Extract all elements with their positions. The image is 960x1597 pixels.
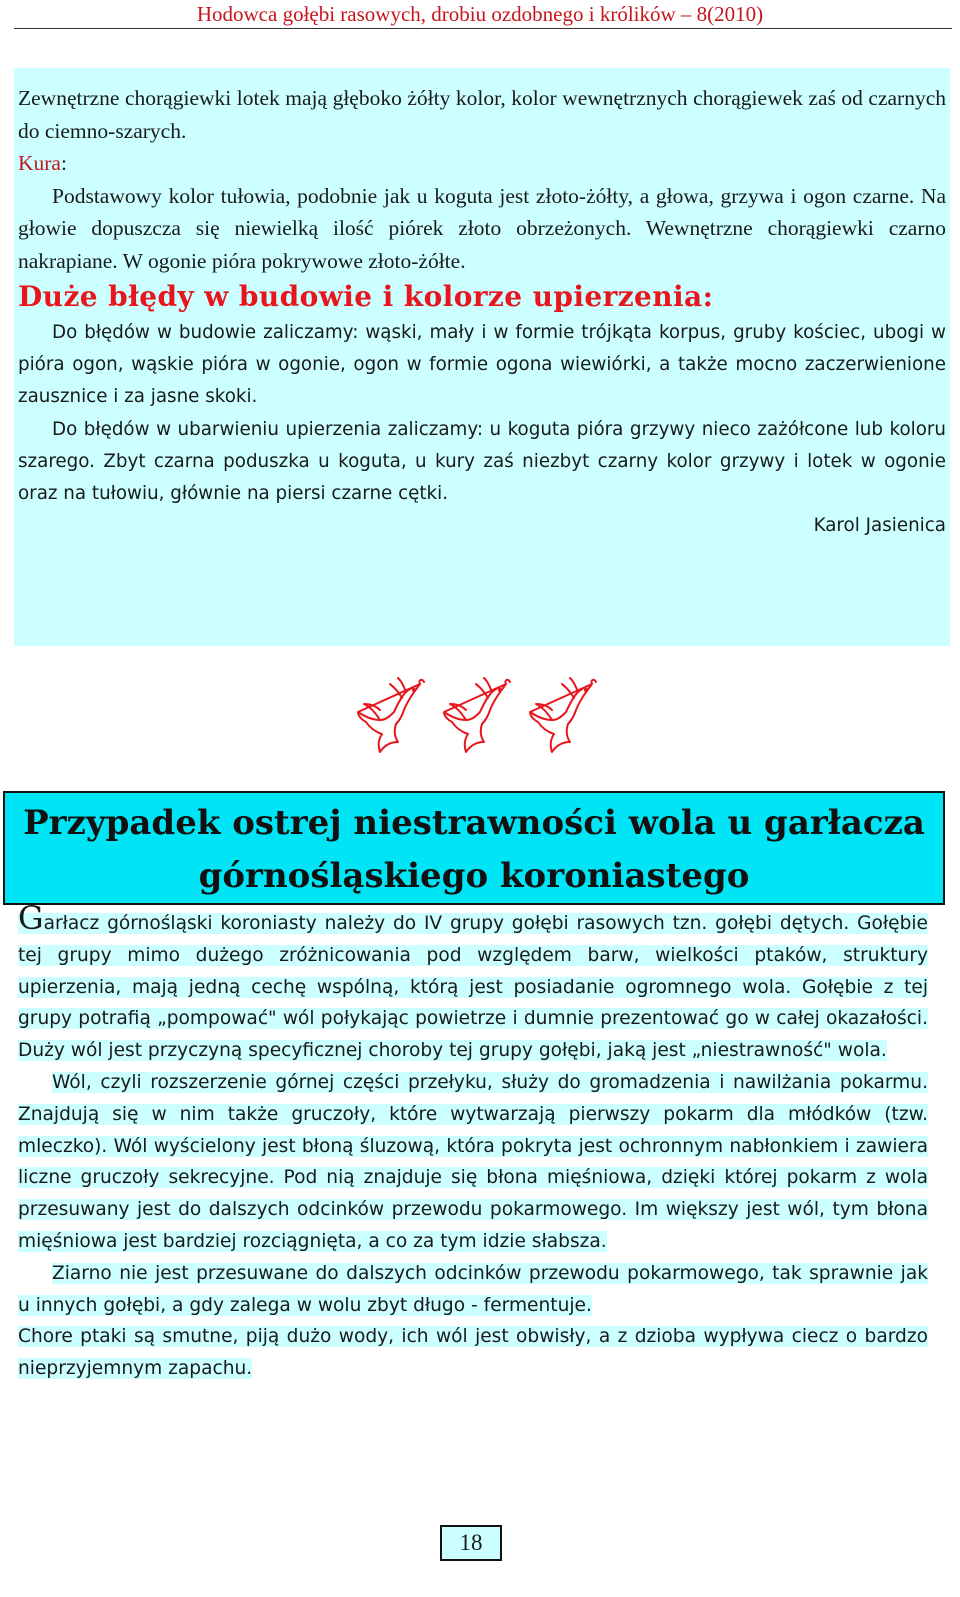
dove-icon [358,678,424,752]
article-title-line-2: górnośląskiego koroniastego [198,856,750,896]
intro-rest: arłacz górnośląski koroniasty należy do IV grupy gołębi rasowych tzn. gołębi dętych. Gołębie tej grupy mimo dużego zróżnicowania pod względem barw, wielkości ptaków, struktury upierzenia, mają jedną cechę wspólną, którą jest posiadanie ogromnego wola. Gołębie z tej grupy potrafią „pompować" wól połykając powietrze i dumnie prezentować go w całej okazałości. Duży wól jest przyczyną specyficznej choroby tej grupy gołębi, jaką jest „niestrawność" wola. [18,913,928,1062]
drop-cap: G [18,899,44,937]
symptoms-text: Chore ptaki są smutne, piją dużo wody, ich wól jest obwisły, a z dzioba wypływa ciecz o bardzo nieprzyjemnym zapachu. [18,1326,928,1380]
article-title-line-1: Przypadek ostrej niestrawności wola u garłacza [23,803,925,843]
paragraph-intro [18,899,928,1067]
running-title: Hodowca gołębi rasowych, drobiu ozdobnego i królików – 8(2010) [196,2,764,26]
faults-heading: Duże błędy w budowie i kolorze upierzenia: [18,280,714,313]
hen-label-line [18,147,946,180]
paragraph-fermentation [18,1258,928,1322]
faults-description [18,317,946,542]
article-body [18,899,928,1385]
crop-anatomy-text: Wól, czyli rozszerzenie górnej części przełyku, służy do gromadzenia i nawilżania pokarmu. Znajdują się w nim także gruczoły, które wytwarzają pierwszy pokarm dla młódków (tzw. mleczko). Wól wyścielony jest błoną śluzową, która pokryta jest ochronnym nabłonkiem i zawiera liczne gruczoły sekrecyjne. Pod nią znajduje się błona mięśniowa, dzięki której pokarm z wola przesuwany jest do dalszych odcinków przewodu pokarmowego. Im większy jest wól, tym błona mięśniowa jest bardziej rozciągnięta, a co za tym idzie słabsza. [18,1071,928,1252]
standard-description [18,82,946,277]
paragraph-hen-colors: Podstawowy kolor tułowia, podobnie jak u koguta jest złoto-żółty, a głowa, grzywa i ogon czarne. Na głowie dopuszcza się niewielką ilość piórek złoto obrzeżonych. Wewnętrzne chorągiewki czarno nakrapiane. W ogonie pióra pokrywowe złoto-żółte. [18,183,946,273]
fermentation-text: Ziarno nie jest przesuwane do dalszych odcinków przewodu pokarmowego, tak sprawnie jak u innych gołębi, a gdy zalega w wolu zbyt długo - fermentuje. [18,1262,928,1316]
author-signature: Karol Jasienica [813,515,946,537]
paragraph-crop-anatomy [18,1067,928,1258]
page-number: 18 [440,1525,502,1561]
paragraph-symptoms [18,1321,928,1385]
dove-icon [530,678,596,752]
paragraph-build-faults: Do błędów w budowie zaliczamy: wąski, mały i w formie trójkąta korpus, gruby kościec, ubogi w pióra ogon, wąskie pióra w ogonie, ogon w formie ogona wiewiórki, a także mocno zaczerwienione zausznice i za jasne skoki. [18,322,946,408]
article-title [5,797,943,903]
paragraph-cock-feathers: Zewnętrzne chorągiewki lotek mają głęboko żółty kolor, kolor wewnętrznych chorągiewek zaś od czarnych do ciemno-szarych. [18,86,946,143]
article-title-box [3,791,945,905]
hen-label: Kura [18,151,61,175]
running-header [0,0,960,27]
dove-divider [350,676,610,756]
breed-standard-content [18,82,946,542]
breed-standard-box [14,68,950,646]
header-rule [14,28,952,29]
intro-text [18,899,928,1062]
hen-label-colon: : [60,151,67,175]
dove-icon [444,678,510,752]
paragraph-color-faults: Do błędów w ubarwieniu upierzenia zaliczamy: u koguta pióra grzywy nieco zażółcone lub koloru szarego. Zbyt czarna poduszka u koguta, u kury zaś niezbyt czarny kolor grzywy i lotek w ogonie oraz na tułowiu, głównie na piersi czarne cętki. [18,418,946,505]
